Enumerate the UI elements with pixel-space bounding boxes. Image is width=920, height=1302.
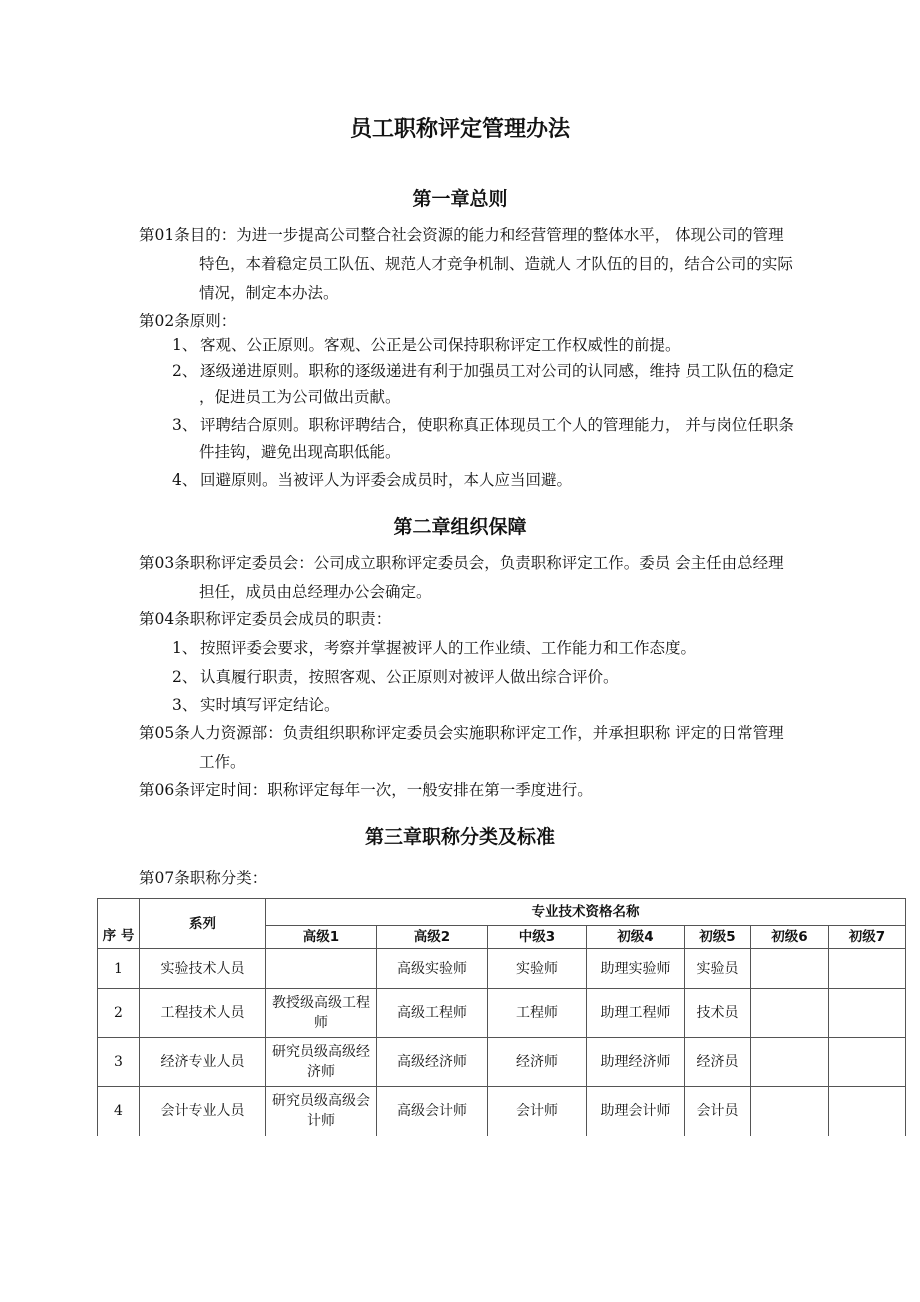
list-text: 评聘结合原则。职称评聘结合，使职称真正体现员工个人的管理能力， 并与岗位任职条: [200, 416, 794, 434]
principle-item-2-cont: ，促进员工为公司做出贡献。: [199, 388, 401, 406]
article-03-text-cont: 担任，成员由总经理办公会确定。: [199, 583, 432, 601]
cell-title: [829, 989, 906, 1038]
header-level: 初级6: [751, 926, 829, 949]
cell-title: 高级会计师: [377, 1087, 488, 1136]
cell-title: 教授级高级工程师: [266, 989, 377, 1038]
cell-series: 实验技术人员: [140, 949, 266, 989]
cell-title: [829, 949, 906, 989]
article-01-text: 第01条目的：为进一步提高公司整合社会资源的能力和经营管理的整体水平， 体现公司的管理: [139, 226, 784, 244]
cell-title: [829, 1038, 906, 1087]
cell-title: 实验员: [685, 949, 751, 989]
cell-title: 会计员: [685, 1087, 751, 1136]
article-01-text-cont: 情况，制定本办法。: [199, 284, 339, 302]
list-text: 认真履行职责，按照客观、公正原则对被评人做出综合评价。: [200, 668, 619, 686]
list-text: 按照评委会要求，考察并掌握被评人的工作业绩、工作能力和工作态度。: [200, 639, 697, 657]
article-01-text-cont: 特色，本着稳定员工队伍、规范人才竞争机制、造就人 才队伍的目的，结合公司的实际: [199, 255, 793, 273]
cell-title: [829, 1087, 906, 1136]
chapter-1-heading: 第一章总则: [412, 188, 508, 210]
header-level: 初级4: [587, 926, 685, 949]
duty-item-3: [172, 691, 340, 720]
cell-seq: 4: [98, 1087, 140, 1136]
cell-title: 高级工程师: [377, 989, 488, 1038]
article-03-text: 第03条职称评定委员会：公司成立职称评定委员会，负责职称评定工作。委员 会主任由总经理: [139, 554, 784, 572]
article-06-text: 第06条评定时间：职称评定每年一次，一般安排在第一季度进行。: [139, 781, 593, 799]
header-qualification-group: 专业技术资格名称: [266, 899, 906, 926]
list-number: 3、: [172, 696, 198, 714]
principle-item-3: [172, 411, 794, 440]
document-title: 员工职称评定管理办法: [349, 117, 570, 142]
list-text: 逐级递进原则。职称的逐级递进有利于加强员工对公司的认同感，维持 员工队伍的稳定: [200, 362, 794, 380]
cell-title: 经济师: [488, 1038, 587, 1087]
article-04-text: 第04条职称评定委员会成员的职责：: [139, 610, 392, 628]
cell-title: 技术员: [685, 989, 751, 1038]
article-07-text: 第07条职称分类：: [139, 869, 268, 887]
list-number: 1、: [172, 639, 198, 657]
header-level: 中级3: [488, 926, 587, 949]
principle-item-3-cont: 件挂钩，避免出现高职低能。: [199, 443, 401, 461]
chapter-2-heading: 第二章组织保障: [393, 516, 527, 538]
duty-item-1: [172, 634, 696, 663]
cell-series: 工程技术人员: [140, 989, 266, 1038]
cell-title: 经济员: [685, 1038, 751, 1087]
cell-title: 助理经济师: [587, 1038, 685, 1087]
cell-title: 研究员级高级会计师: [266, 1087, 377, 1136]
list-number: 2、: [172, 668, 198, 686]
article-02-text: 第02条原则：: [139, 312, 237, 330]
title-classification-table: [97, 898, 906, 1136]
table-row: [98, 989, 906, 1038]
cell-title: [751, 1087, 829, 1136]
header-series: 系列: [140, 899, 266, 949]
cell-title: 研究员级高级经济师: [266, 1038, 377, 1087]
list-text: 实时填写评定结论。: [200, 696, 340, 714]
cell-title: 助理会计师: [587, 1087, 685, 1136]
table-row: [98, 1087, 906, 1136]
table-row: [98, 1038, 906, 1087]
principle-item-4: [172, 466, 572, 495]
header-level: 初级5: [685, 926, 751, 949]
cell-title: 工程师: [488, 989, 587, 1038]
cell-title: 会计师: [488, 1087, 587, 1136]
cell-title: 实验师: [488, 949, 587, 989]
cell-seq: 3: [98, 1038, 140, 1087]
article-05-text: 第05条人力资源部：负责组织职称评定委员会实施职称评定工作，并承担职称 评定的日常管理: [139, 724, 784, 742]
cell-title: [751, 1038, 829, 1087]
cell-seq: 2: [98, 989, 140, 1038]
cell-title: 助理实验师: [587, 949, 685, 989]
duty-item-2: [172, 663, 619, 692]
header-level: 初级7: [829, 926, 906, 949]
header-level: 高级2: [377, 926, 488, 949]
cell-title: [751, 949, 829, 989]
list-text: 客观、公正原则。客观、公正是公司保持职称评定工作权威性的前提。: [200, 336, 681, 354]
cell-series: 会计专业人员: [140, 1087, 266, 1136]
principle-item-1: [172, 331, 681, 360]
cell-title: 高级经济师: [377, 1038, 488, 1087]
table-row: [98, 949, 906, 989]
cell-title: 助理工程师: [587, 989, 685, 1038]
header-seq: 序 号: [98, 899, 140, 949]
list-number: 2、: [172, 362, 198, 380]
list-number: 4、: [172, 471, 198, 489]
article-05-text-cont: 工作。: [199, 753, 246, 771]
chapter-3-heading: 第三章职称分类及标准: [364, 826, 555, 848]
principle-item-2: [172, 357, 794, 386]
list-number: 3、: [172, 416, 198, 434]
list-number: 1、: [172, 336, 198, 354]
cell-seq: 1: [98, 949, 140, 989]
list-text: 回避原则。当被评人为评委会成员时，本人应当回避。: [200, 471, 573, 489]
cell-title: [266, 949, 377, 989]
cell-title: [751, 989, 829, 1038]
header-level: 高级1: [266, 926, 377, 949]
cell-title: 高级实验师: [377, 949, 488, 989]
cell-series: 经济专业人员: [140, 1038, 266, 1087]
